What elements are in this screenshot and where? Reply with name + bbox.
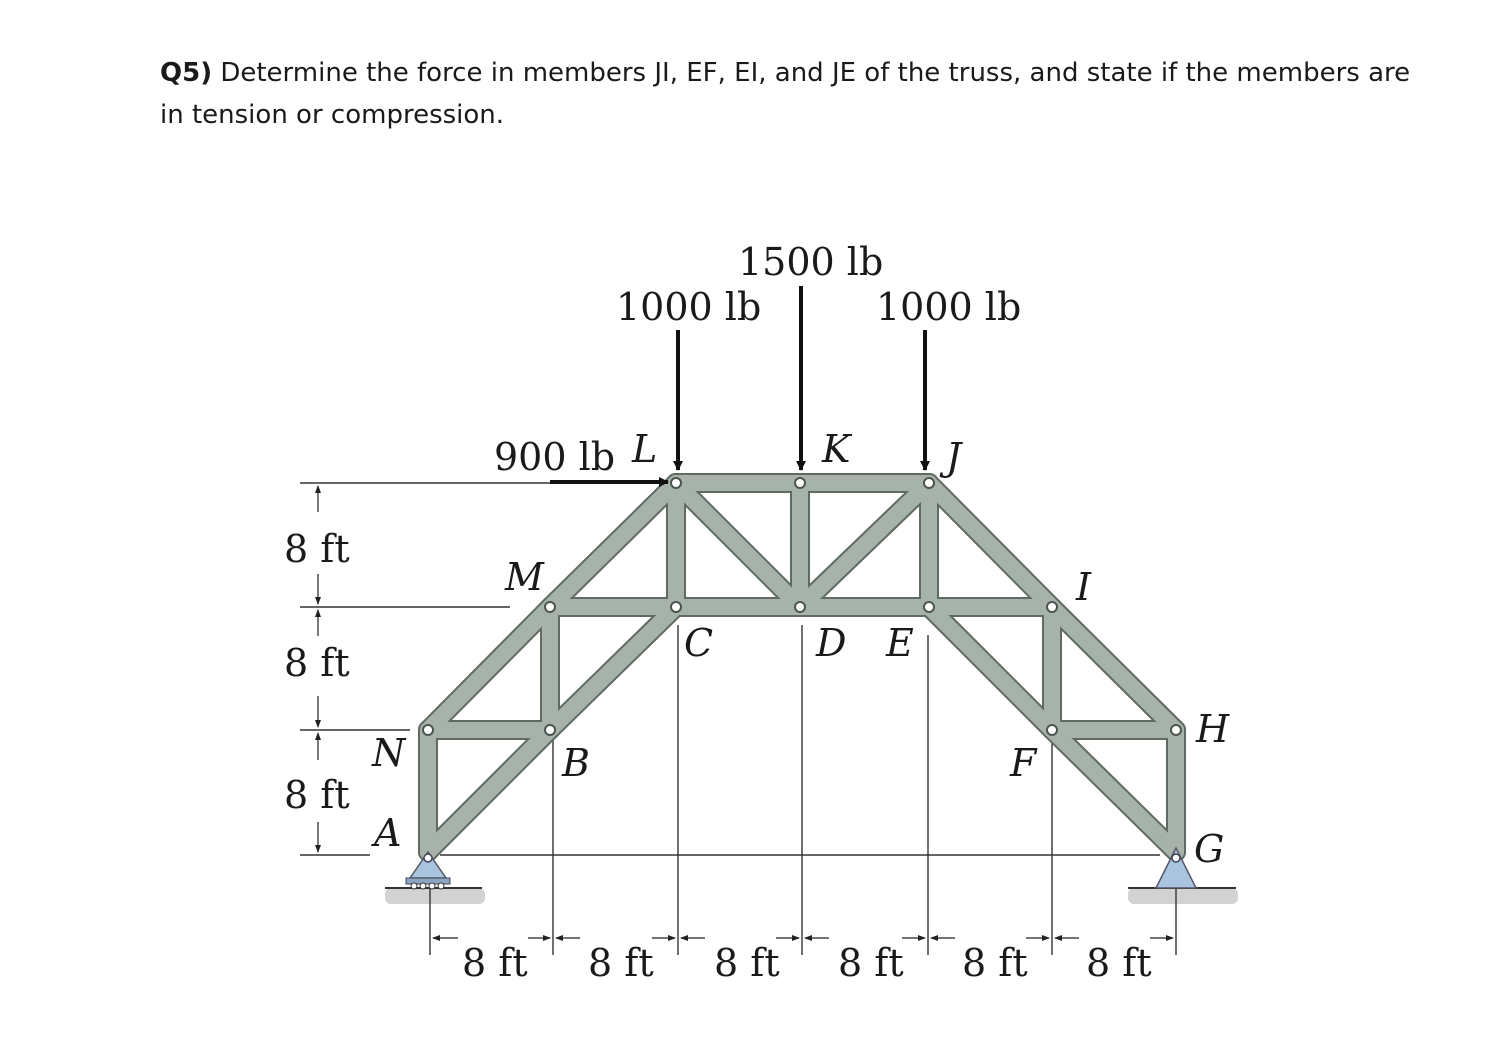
joint-label-e: E [886,621,914,665]
vertical-dimension-labels [284,527,350,817]
load-1000lb-right-label: 1000 lb [876,285,1022,329]
horizontal-dim-6: 8 ft [1086,941,1152,985]
joint-label-g: G [1194,827,1225,871]
vertical-dim-middle: 8 ft [284,641,350,685]
roller-support-a [406,852,450,889]
joint-label-f: F [1010,741,1037,785]
vertical-dim-top: 8 ft [284,527,350,571]
pin-support-g [1156,848,1196,888]
joint-label-k: K [822,427,851,471]
horizontal-dimension-labels [462,941,1152,985]
load-1500lb-label: 1500 lb [738,240,884,284]
joint-label-b: B [562,741,590,785]
joint-label-j: J [946,435,962,479]
joint-label-h: H [1196,707,1230,751]
question-number: Q5) [160,58,213,88]
vertical-dim-bottom: 8 ft [284,773,350,817]
horizontal-dim-5: 8 ft [962,941,1028,985]
joint-label-n: N [372,731,406,775]
joint-label-a: A [374,811,402,855]
horizontal-dim-3: 8 ft [714,941,780,985]
ground [385,888,1238,904]
joint-label-d: D [816,621,847,665]
joint-label-l: L [632,427,658,471]
horizontal-dim-2: 8 ft [588,941,654,985]
joint-label-c: C [684,621,714,665]
joint-label-i: I [1076,565,1092,609]
horizontal-dim-1: 8 ft [462,941,528,985]
horizontal-dim-4: 8 ft [838,941,904,985]
load-1000lb-left-label: 1000 lb [616,285,762,329]
load-labels [494,240,1021,479]
question-body: Determine the force in members JI, EF, EI, and JE of the truss, and state if the members are in tension or compression. [160,58,1411,130]
joint-label-m: M [505,555,544,599]
load-900lb-label: 900 lb [494,435,616,479]
